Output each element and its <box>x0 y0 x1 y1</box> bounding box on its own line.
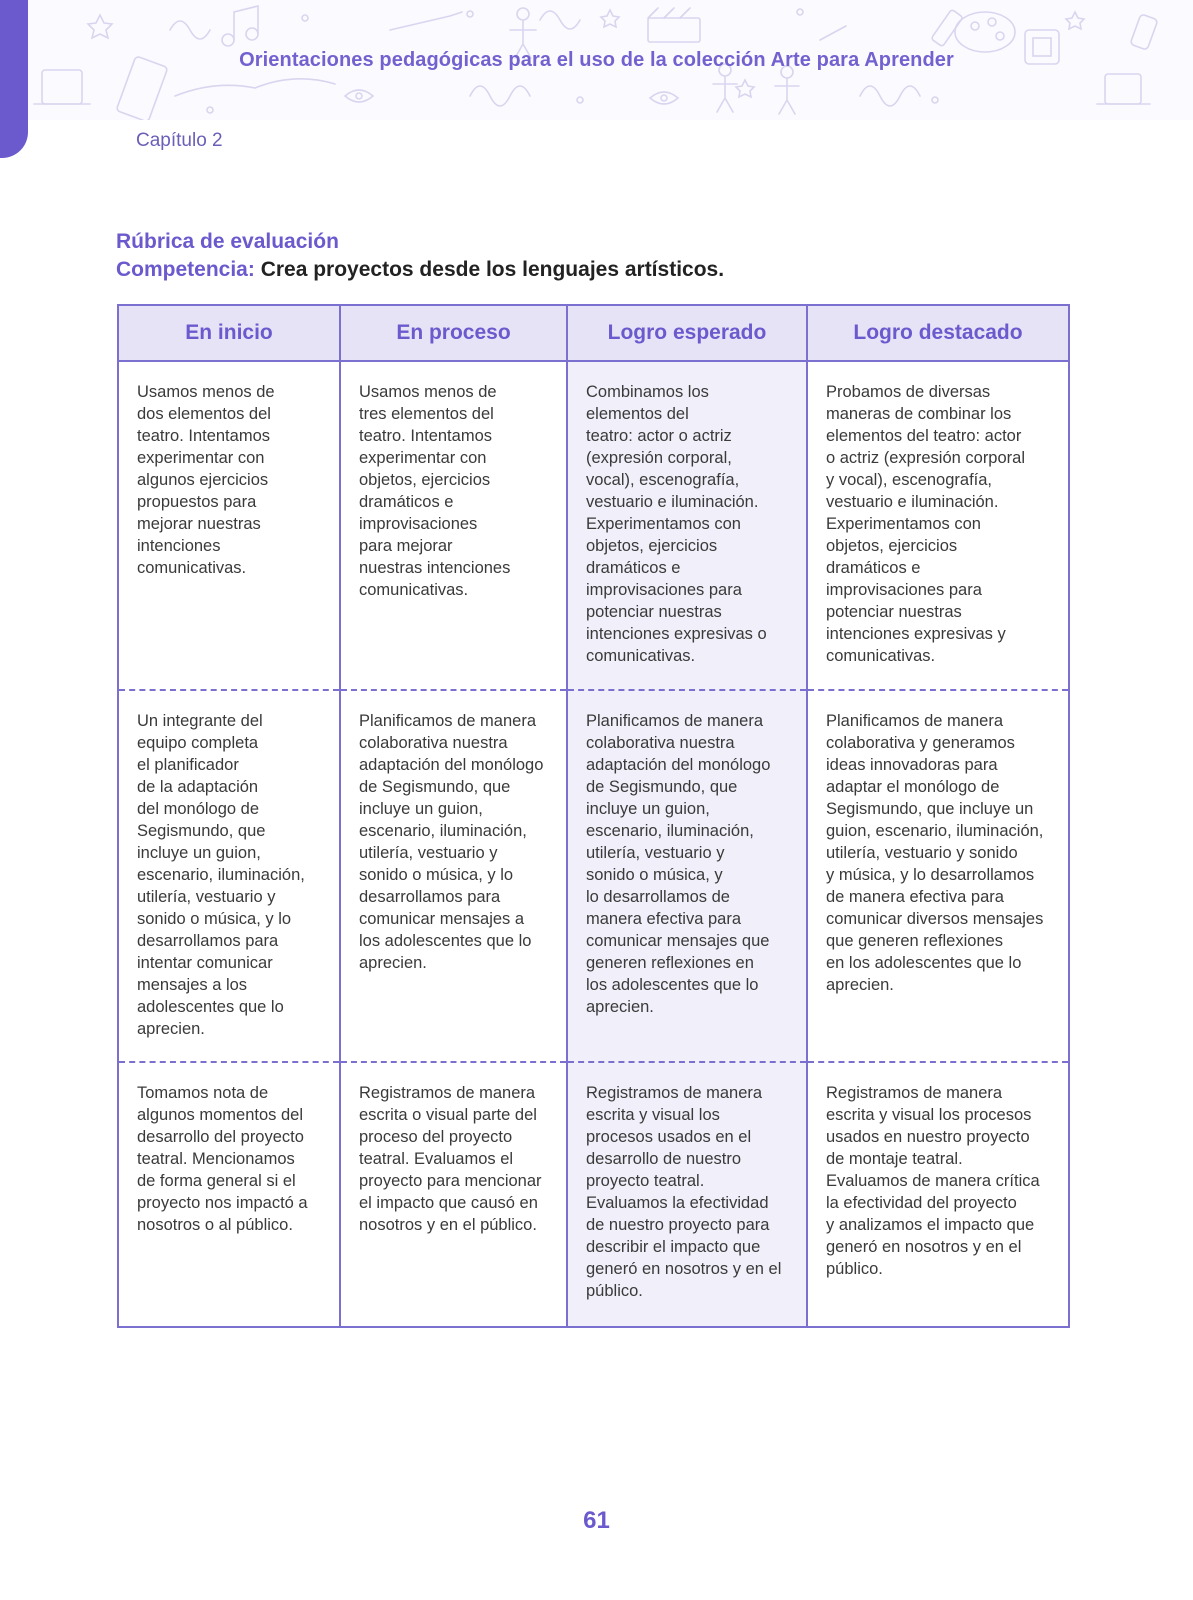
rubric-cell: Planificamos de manera colaborativa nuestra adaptación del monólogo de Segismundo, que incluye un guion, escenario, iluminación, utilería, vestuario y sonido o música, y lo desarrollamos de manera efectiva para comunicar mensajes que generen reflexiones en los adolescentes que lo aprecien. <box>567 690 807 1062</box>
column-header-en-proceso: En proceso <box>340 305 567 361</box>
competency-text: Crea proyectos desde los lenguajes artísticos. <box>260 258 725 281</box>
page-number: 61 <box>583 1507 610 1534</box>
rubric-cell: Probamos de diversas maneras de combinar los elementos del teatro: actor o actriz (expresión corporal y vocal), escenografía, vestuario e iluminación. Experimentamos con objetos, ejercicios dramáticos e improvisaciones para potenciar nuestras intenciones expresivas y comunicativas. <box>807 361 1069 690</box>
rubric-header-row <box>118 305 1069 361</box>
table-row <box>118 361 1069 690</box>
competency-label: Competencia: <box>116 258 255 281</box>
rubric-cell: Usamos menos de tres elementos del teatro. Intentamos experimentar con objetos, ejercicios dramáticos e improvisaciones para mejorar nuestras intenciones comunicativas. <box>340 361 567 690</box>
chapter-side-tab <box>0 0 28 158</box>
rubric-cell: Registramos de manera escrita y visual los procesos usados en nuestro proyecto de montaje teatral. Evaluamos de manera crítica la efectividad del proyecto y analizamos el impacto que generó en nosotros y en el público. <box>807 1062 1069 1327</box>
chapter-label: Capítulo 2 <box>136 130 223 151</box>
column-header-en-inicio: En inicio <box>118 305 340 361</box>
rubric-cell: Tomamos nota de algunos momentos del desarrollo del proyecto teatral. Mencionamos de forma general si el proyecto nos impactó a nosotros o al público. <box>118 1062 340 1327</box>
rubric-table <box>117 304 1070 1328</box>
running-title: Orientaciones pedagógicas para el uso de la colección Arte para Aprender <box>239 49 954 71</box>
rubric-cell: Planificamos de manera colaborativa y generamos ideas innovadoras para adaptar el monólogo de Segismundo, que incluye un guion, escenario, iluminación, utilería, vestuario y sonido y música, y lo desarrollamos de manera efectiva para comunicar diversos mensajes que generen reflexiones en los adolescentes que lo aprecien. <box>807 690 1069 1062</box>
rubric-cell: Un integrante del equipo completa el planificador de la adaptación del monólogo de Segismundo, que incluye un guion, escenario, iluminación, utilería, vestuario y sonido o música, y lo desarrollamos para intentar comunicar mensajes a los adolescentes que lo aprecien. <box>118 690 340 1062</box>
column-header-logro-destacado: Logro destacado <box>807 305 1069 361</box>
competency-line <box>116 258 724 282</box>
rubric-title: Rúbrica de evaluación <box>116 230 339 253</box>
rubric-cell: Combinamos los elementos del teatro: actor o actriz (expresión corporal, vocal), escenografía, vestuario e iluminación. Experimentamos con objetos, ejercicios dramáticos e improvisaciones para potenciar nuestras intenciones expresivas o comunicativas. <box>567 361 807 690</box>
rubric-cell: Usamos menos de dos elementos del teatro. Intentamos experimentar con algunos ejercicios propuestos para mejorar nuestras intenciones comunicativas. <box>118 361 340 690</box>
rubric-cell: Registramos de manera escrita o visual parte del proceso del proyecto teatral. Evaluamos el proyecto para mencionar el impacto que causó en nosotros y en el público. <box>340 1062 567 1327</box>
table-row <box>118 690 1069 1062</box>
rubric-cell: Planificamos de manera colaborativa nuestra adaptación del monólogo de Segismundo, que incluye un guion, escenario, iluminación, utilería, vestuario y sonido o música, y lo desarrollamos para comunicar mensajes a los adolescentes que lo aprecien. <box>340 690 567 1062</box>
column-header-logro-esperado: Logro esperado <box>567 305 807 361</box>
rubric-cell: Registramos de manera escrita y visual los procesos usados en el desarrollo de nuestro proyecto teatral. Evaluamos la efectividad de nuestro proyecto para describir el impacto que generó en nosotros y en el público. <box>567 1062 807 1327</box>
table-row <box>118 1062 1069 1327</box>
